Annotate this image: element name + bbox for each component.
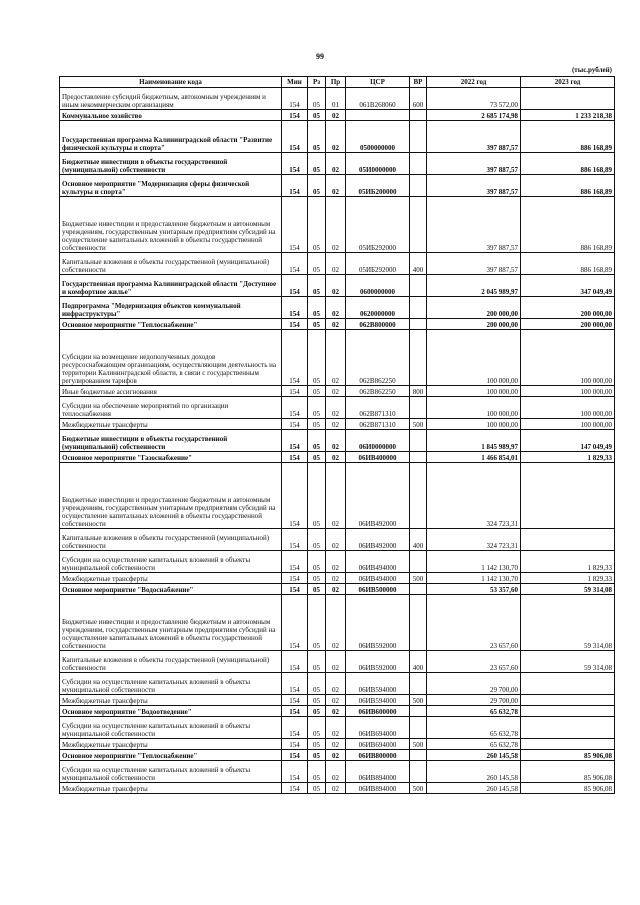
cell-rz: 05 — [308, 419, 326, 430]
cell-y2023 — [521, 739, 615, 750]
cell-pr: 02 — [326, 386, 346, 397]
cell-min: 154 — [282, 551, 308, 573]
cell-rz: 05 — [308, 750, 326, 761]
cell-rz: 05 — [308, 275, 326, 297]
table-row — [60, 121, 615, 153]
cell-csr: 061В268060 — [346, 88, 410, 110]
cell-csr: 06ИВ400000 — [346, 452, 410, 463]
cell-csr: 06ИВ592000 — [346, 595, 410, 651]
cell-y2022: 1 142 130,70 — [427, 573, 521, 584]
cell-y2023: 85 906,08 — [521, 761, 615, 783]
cell-name: Основное мероприятие "Водоснабжение" — [60, 584, 282, 595]
cell-y2022: 260 145,58 — [427, 750, 521, 761]
cell-pr: 02 — [326, 739, 346, 750]
cell-csr: 06ИВ894000 — [346, 783, 410, 794]
table-row — [60, 153, 615, 175]
cell-name: Субсидии на осуществление капитальных вложений в объекты муниципальной собственности — [60, 717, 282, 739]
table-row — [60, 197, 615, 253]
cell-vr — [410, 275, 427, 297]
cell-y2022: 324 723,31 — [427, 529, 521, 551]
cell-min: 154 — [282, 153, 308, 175]
cell-y2022: 100 000,00 — [427, 419, 521, 430]
cell-min: 154 — [282, 783, 308, 794]
cell-rz: 05 — [308, 706, 326, 717]
cell-rz: 05 — [308, 386, 326, 397]
cell-pr: 02 — [326, 673, 346, 695]
cell-name: Межбюджетные трансферты — [60, 783, 282, 794]
col-header-2022: 2022 год — [427, 77, 521, 88]
cell-y2022: 65 632,78 — [427, 739, 521, 750]
cell-pr: 02 — [326, 110, 346, 121]
cell-csr: 06ИВ600000 — [346, 706, 410, 717]
cell-y2023: 200 000,00 — [521, 319, 615, 330]
cell-name: Межбюджетные трансферты — [60, 419, 282, 430]
cell-min: 154 — [282, 175, 308, 197]
cell-vr: 500 — [410, 573, 427, 584]
cell-y2022: 1 142 130,70 — [427, 551, 521, 573]
cell-pr: 02 — [326, 463, 346, 529]
cell-min: 154 — [282, 397, 308, 419]
cell-csr: 062В862250 — [346, 330, 410, 386]
cell-min: 154 — [282, 584, 308, 595]
cell-min: 154 — [282, 419, 308, 430]
cell-pr: 02 — [326, 573, 346, 584]
cell-y2022: 100 000,00 — [427, 330, 521, 386]
cell-csr: 05ИБ292000 — [346, 197, 410, 253]
table-row — [60, 430, 615, 452]
cell-y2023: 886 168,89 — [521, 197, 615, 253]
cell-name: Предоставление субсидий бюджетным, автономным учреждениям и иным некоммерческим организациям — [60, 88, 282, 110]
cell-pr: 02 — [326, 121, 346, 153]
cell-min: 154 — [282, 761, 308, 783]
cell-min: 154 — [282, 750, 308, 761]
cell-name: Государственная программа Калининградской области "Доступное и комфортное жилье" — [60, 275, 282, 297]
table-row — [60, 529, 615, 551]
cell-csr: 0600000000 — [346, 275, 410, 297]
cell-vr — [410, 297, 427, 319]
cell-csr: 06ИВ494000 — [346, 551, 410, 573]
cell-rz: 05 — [308, 297, 326, 319]
cell-csr: 06ИВ494000 — [346, 573, 410, 584]
table-row — [60, 695, 615, 706]
cell-name: Основное мероприятие "Водоотведение" — [60, 706, 282, 717]
cell-rz: 05 — [308, 121, 326, 153]
cell-name: Бюджетные инвестиции в объекты государственной (муниципальной) собственности — [60, 430, 282, 452]
cell-rz: 05 — [308, 397, 326, 419]
cell-y2022: 1 845 989,97 — [427, 430, 521, 452]
cell-name: Субсидии на возмещение недополученных доходов ресурсоснабжающим организациям, осуществляющим деятельность на территории Калининградской области, в связи с государственным регулированием тарифов — [60, 330, 282, 386]
col-header-rz: Рз — [308, 77, 326, 88]
cell-min: 154 — [282, 386, 308, 397]
cell-vr — [410, 319, 427, 330]
cell-csr: 06ИВ694000 — [346, 739, 410, 750]
cell-pr: 02 — [326, 651, 346, 673]
table-row — [60, 783, 615, 794]
cell-min: 154 — [282, 739, 308, 750]
cell-rz: 05 — [308, 319, 326, 330]
cell-csr: 06ИВ694000 — [346, 717, 410, 739]
cell-y2023 — [521, 706, 615, 717]
cell-name: Бюджетные инвестиции и предоставление бюджетным и автономным учреждениям, государственным унитарным предприятиям субсидий на осуществление капитальных вложений в объекты государственной собственности — [60, 595, 282, 651]
col-header-min: Мин — [282, 77, 308, 88]
cell-vr — [410, 551, 427, 573]
cell-vr — [410, 121, 427, 153]
cell-rz: 05 — [308, 88, 326, 110]
cell-vr — [410, 330, 427, 386]
table-row — [60, 717, 615, 739]
cell-csr: 062В862250 — [346, 386, 410, 397]
cell-vr: 800 — [410, 386, 427, 397]
cell-vr — [410, 463, 427, 529]
cell-name: Подпрограмма "Модернизация объектов коммунальной инфраструктуры" — [60, 297, 282, 319]
cell-name: Межбюджетные трансферты — [60, 573, 282, 584]
cell-name: Капитальные вложения в объекты государственной (муниципальной) собственности — [60, 253, 282, 275]
table-row — [60, 706, 615, 717]
cell-pr: 02 — [326, 551, 346, 573]
cell-y2023: 1 233 218,38 — [521, 110, 615, 121]
cell-vr — [410, 717, 427, 739]
cell-csr: 06ИВ894000 — [346, 761, 410, 783]
cell-csr: 05ИБ200000 — [346, 175, 410, 197]
cell-rz: 05 — [308, 430, 326, 452]
cell-y2023: 1 829,33 — [521, 551, 615, 573]
cell-name: Основное мероприятие "Теплоснабжение" — [60, 319, 282, 330]
cell-y2022: 65 632,78 — [427, 706, 521, 717]
cell-pr: 01 — [326, 88, 346, 110]
cell-vr: 500 — [410, 739, 427, 750]
cell-pr: 02 — [326, 430, 346, 452]
table-row — [60, 750, 615, 761]
cell-csr: 0620000000 — [346, 297, 410, 319]
cell-rz: 05 — [308, 110, 326, 121]
cell-y2023: 347 049,49 — [521, 275, 615, 297]
cell-pr: 02 — [326, 761, 346, 783]
cell-pr: 02 — [326, 783, 346, 794]
cell-y2023: 100 000,00 — [521, 386, 615, 397]
cell-name: Межбюджетные трансферты — [60, 739, 282, 750]
cell-pr: 02 — [326, 330, 346, 386]
cell-rz: 05 — [308, 330, 326, 386]
cell-rz: 05 — [308, 739, 326, 750]
cell-rz: 05 — [308, 651, 326, 673]
cell-min: 154 — [282, 573, 308, 584]
cell-y2023: 886 168,89 — [521, 153, 615, 175]
table-row — [60, 397, 615, 419]
table-row — [60, 319, 615, 330]
cell-pr: 02 — [326, 595, 346, 651]
table-row — [60, 275, 615, 297]
cell-y2022: 65 632,78 — [427, 717, 521, 739]
cell-min: 154 — [282, 695, 308, 706]
cell-pr: 02 — [326, 275, 346, 297]
cell-vr — [410, 452, 427, 463]
cell-y2023 — [521, 88, 615, 110]
table-row — [60, 595, 615, 651]
cell-y2023: 59 314,08 — [521, 651, 615, 673]
cell-min: 154 — [282, 330, 308, 386]
cell-y2023: 59 314,08 — [521, 595, 615, 651]
cell-pr: 02 — [326, 419, 346, 430]
cell-vr: 400 — [410, 253, 427, 275]
cell-y2023: 100 000,00 — [521, 330, 615, 386]
cell-name: Бюджетные инвестиции в объекты государственной (муниципальной) собственности — [60, 153, 282, 175]
cell-rz: 05 — [308, 595, 326, 651]
cell-name: Основное мероприятие "Теплоснабжение" — [60, 750, 282, 761]
table-body — [60, 88, 615, 794]
cell-y2022: 397 887,57 — [427, 197, 521, 253]
cell-vr — [410, 750, 427, 761]
cell-rz: 05 — [308, 197, 326, 253]
cell-rz: 05 — [308, 695, 326, 706]
cell-csr: 06ИВ500000 — [346, 584, 410, 595]
table-row — [60, 584, 615, 595]
cell-pr: 02 — [326, 197, 346, 253]
cell-y2023: 1 829,33 — [521, 452, 615, 463]
col-header-csr: ЦСР — [346, 77, 410, 88]
col-header-name: Наименование кода — [60, 77, 282, 88]
cell-min: 154 — [282, 673, 308, 695]
cell-rz: 05 — [308, 452, 326, 463]
table-row — [60, 330, 615, 386]
cell-vr: 600 — [410, 88, 427, 110]
cell-y2022: 29 700,00 — [427, 695, 521, 706]
cell-rz: 05 — [308, 175, 326, 197]
cell-name: Бюджетные инвестиции и предоставление бюджетным и автономным учреждениям, государственным унитарным предприятиям субсидий на осуществление капитальных вложений в объекты государственной собственности — [60, 197, 282, 253]
table-header — [60, 77, 615, 88]
cell-rz: 05 — [308, 761, 326, 783]
cell-vr — [410, 175, 427, 197]
cell-name: Субсидии на обеспечение мероприятий по организации теплоснабжения — [60, 397, 282, 419]
cell-vr: 500 — [410, 419, 427, 430]
cell-vr — [410, 584, 427, 595]
cell-pr: 02 — [326, 253, 346, 275]
cell-min: 154 — [282, 595, 308, 651]
col-header-vr: ВР — [410, 77, 427, 88]
cell-name: Основное мероприятие "Газоснабжение" — [60, 452, 282, 463]
budget-table — [59, 76, 615, 794]
cell-y2022: 397 887,57 — [427, 253, 521, 275]
cell-min: 154 — [282, 275, 308, 297]
cell-min: 154 — [282, 706, 308, 717]
cell-csr: 06ИВ492000 — [346, 463, 410, 529]
cell-y2023: 886 168,89 — [521, 175, 615, 197]
cell-y2022: 324 723,31 — [427, 463, 521, 529]
cell-min: 154 — [282, 110, 308, 121]
cell-pr: 02 — [326, 297, 346, 319]
cell-vr: 500 — [410, 695, 427, 706]
cell-y2022: 23 657,60 — [427, 595, 521, 651]
cell-y2022: 73 572,00 — [427, 88, 521, 110]
table-row — [60, 88, 615, 110]
cell-min: 154 — [282, 529, 308, 551]
cell-csr: 06ИВ800000 — [346, 750, 410, 761]
cell-rz: 05 — [308, 584, 326, 595]
cell-min: 154 — [282, 452, 308, 463]
cell-min: 154 — [282, 430, 308, 452]
cell-name: Основное мероприятие "Модернизация сферы физической культуры и спорта" — [60, 175, 282, 197]
cell-y2023 — [521, 695, 615, 706]
cell-y2023: 59 314,08 — [521, 584, 615, 595]
cell-pr: 02 — [326, 319, 346, 330]
cell-pr: 02 — [326, 397, 346, 419]
cell-y2023: 886 168,89 — [521, 121, 615, 153]
cell-pr: 02 — [326, 175, 346, 197]
cell-name: Бюджетные инвестиции и предоставление бюджетным и автономным учреждениям, государственным унитарным предприятиям субсидий на осуществление капитальных вложений в объекты государственной собственности — [60, 463, 282, 529]
cell-min: 154 — [282, 463, 308, 529]
cell-name: Коммунальное хозяйство — [60, 110, 282, 121]
cell-min: 154 — [282, 717, 308, 739]
cell-y2022: 100 000,00 — [427, 397, 521, 419]
cell-csr: 0500000000 — [346, 121, 410, 153]
table-row — [60, 463, 615, 529]
table-row — [60, 551, 615, 573]
cell-y2022: 397 887,57 — [427, 153, 521, 175]
cell-csr: 05ИБ292000 — [346, 253, 410, 275]
cell-min: 154 — [282, 651, 308, 673]
cell-y2022: 1 466 854,01 — [427, 452, 521, 463]
cell-name: Субсидии на осуществление капитальных вложений в объекты муниципальной собственности — [60, 673, 282, 695]
cell-csr: 062В800000 — [346, 319, 410, 330]
cell-y2022: 53 357,60 — [427, 584, 521, 595]
cell-y2023 — [521, 529, 615, 551]
cell-min: 154 — [282, 253, 308, 275]
cell-csr: 05И0000000 — [346, 153, 410, 175]
cell-y2023 — [521, 463, 615, 529]
cell-rz: 05 — [308, 529, 326, 551]
cell-name: Субсидии на осуществление капитальных вложений в объекты муниципальной собственности — [60, 761, 282, 783]
cell-rz: 05 — [308, 573, 326, 584]
cell-min: 154 — [282, 197, 308, 253]
cell-rz: 05 — [308, 253, 326, 275]
cell-y2022: 260 145,58 — [427, 761, 521, 783]
table-row — [60, 573, 615, 584]
cell-pr: 02 — [326, 695, 346, 706]
table-row — [60, 673, 615, 695]
cell-y2022: 2 685 174,98 — [427, 110, 521, 121]
cell-rz: 05 — [308, 551, 326, 573]
cell-y2022: 2 045 989,97 — [427, 275, 521, 297]
cell-vr — [410, 430, 427, 452]
cell-min: 154 — [282, 297, 308, 319]
cell-vr: 400 — [410, 651, 427, 673]
cell-y2023: 1 829,33 — [521, 573, 615, 584]
cell-csr: 06ИВ492000 — [346, 529, 410, 551]
cell-csr: 06ИВ594000 — [346, 673, 410, 695]
cell-name: Капитальные вложения в объекты государственной (муниципальной) собственности — [60, 651, 282, 673]
cell-rz: 05 — [308, 673, 326, 695]
cell-y2022: 29 700,00 — [427, 673, 521, 695]
cell-vr: 400 — [410, 529, 427, 551]
cell-vr — [410, 761, 427, 783]
cell-y2023: 147 049,49 — [521, 430, 615, 452]
cell-vr: 500 — [410, 783, 427, 794]
cell-vr — [410, 673, 427, 695]
cell-pr: 02 — [326, 584, 346, 595]
cell-min: 154 — [282, 319, 308, 330]
table-row — [60, 386, 615, 397]
page-number: 99 — [316, 52, 324, 61]
cell-name: Государственная программа Калининградской области "Развитие физической культуры и спорта" — [60, 121, 282, 153]
cell-csr: 06ИВ592000 — [346, 651, 410, 673]
table-row — [60, 761, 615, 783]
table-row — [60, 419, 615, 430]
cell-rz: 05 — [308, 717, 326, 739]
cell-pr: 02 — [326, 153, 346, 175]
cell-name: Межбюджетные трансферты — [60, 695, 282, 706]
cell-name: Капитальные вложения в объекты государственной (муниципальной) собственности — [60, 529, 282, 551]
cell-csr: 06И0000000 — [346, 430, 410, 452]
cell-y2022: 397 887,57 — [427, 121, 521, 153]
table-row — [60, 110, 615, 121]
cell-pr: 02 — [326, 706, 346, 717]
cell-name: Субсидии на осуществление капитальных вложений в объекты муниципальной собственности — [60, 551, 282, 573]
table-row — [60, 739, 615, 750]
cell-y2022: 200 000,00 — [427, 319, 521, 330]
cell-y2022: 23 657,60 — [427, 651, 521, 673]
cell-vr — [410, 197, 427, 253]
units-label: (тыс.рублей) — [571, 66, 612, 74]
col-header-pr: Пр — [326, 77, 346, 88]
cell-vr — [410, 706, 427, 717]
cell-vr — [410, 397, 427, 419]
cell-rz: 05 — [308, 463, 326, 529]
cell-pr: 02 — [326, 750, 346, 761]
cell-y2023: 200 000,00 — [521, 297, 615, 319]
cell-pr: 02 — [326, 717, 346, 739]
cell-y2023 — [521, 717, 615, 739]
cell-csr: 06ИВ594000 — [346, 695, 410, 706]
cell-pr: 02 — [326, 529, 346, 551]
cell-vr — [410, 595, 427, 651]
table-row — [60, 452, 615, 463]
cell-csr — [346, 110, 410, 121]
cell-y2022: 100 000,00 — [427, 386, 521, 397]
cell-vr — [410, 110, 427, 121]
cell-y2023: 85 906,08 — [521, 750, 615, 761]
cell-y2022: 200 000,00 — [427, 297, 521, 319]
cell-name: Иные бюджетные ассигнования — [60, 386, 282, 397]
cell-rz: 05 — [308, 783, 326, 794]
cell-csr: 062В871310 — [346, 397, 410, 419]
table-row — [60, 175, 615, 197]
table-row — [60, 253, 615, 275]
cell-y2023: 886 168,89 — [521, 253, 615, 275]
cell-y2023: 85 906,08 — [521, 783, 615, 794]
cell-y2023: 100 000,00 — [521, 419, 615, 430]
cell-y2023: 100 000,00 — [521, 397, 615, 419]
cell-min: 154 — [282, 88, 308, 110]
cell-min: 154 — [282, 121, 308, 153]
col-header-2023: 2023 год — [521, 77, 615, 88]
cell-y2022: 397 887,57 — [427, 175, 521, 197]
cell-y2022: 260 145,58 — [427, 783, 521, 794]
cell-csr: 062В871310 — [346, 419, 410, 430]
cell-vr — [410, 153, 427, 175]
cell-rz: 05 — [308, 153, 326, 175]
cell-pr: 02 — [326, 452, 346, 463]
table-row — [60, 297, 615, 319]
table-row — [60, 651, 615, 673]
cell-y2023 — [521, 673, 615, 695]
